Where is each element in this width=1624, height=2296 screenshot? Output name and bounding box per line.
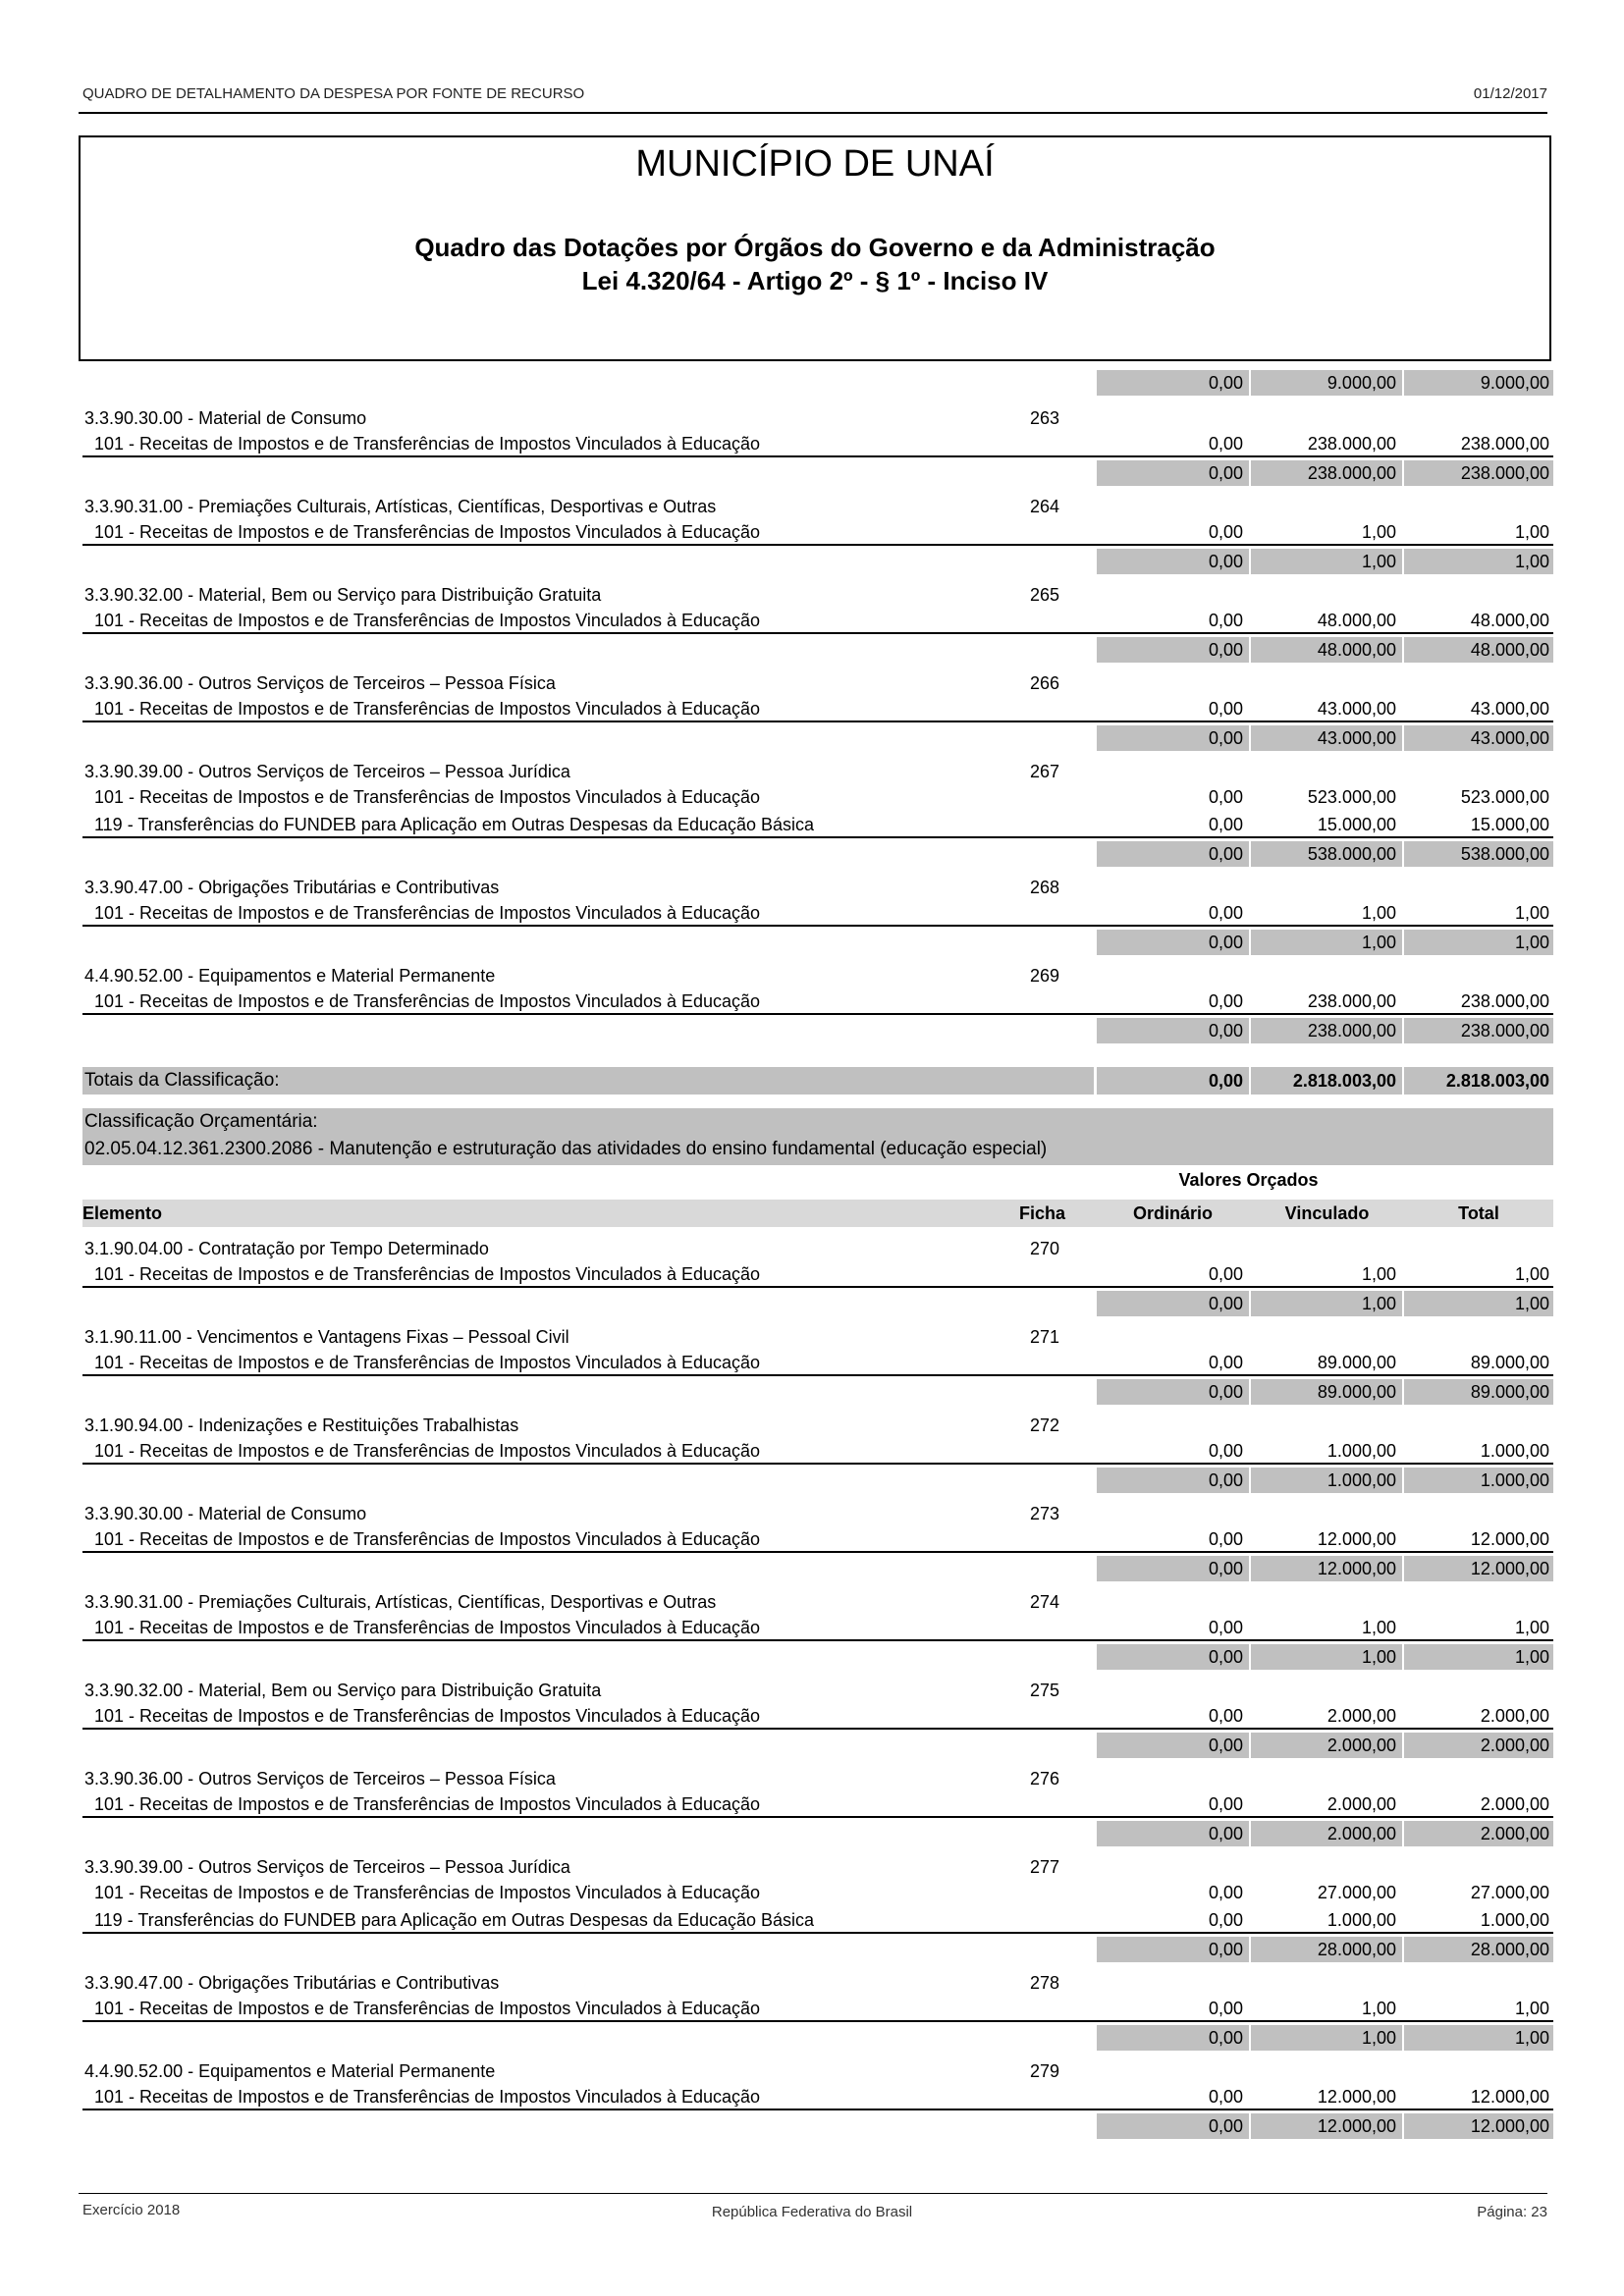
subtotal-divider bbox=[1249, 1937, 1251, 1962]
source-total: 1,00 bbox=[1514, 1618, 1549, 1637]
source-ordinario: 0,00 bbox=[1208, 1529, 1243, 1549]
source-vinculado: 1,00 bbox=[1361, 522, 1396, 542]
subtotal-divider bbox=[1402, 1018, 1404, 1043]
source-vinculado: 2.000,00 bbox=[1326, 1706, 1396, 1726]
subtotal-divider bbox=[1402, 1937, 1404, 1962]
subtotal-total: 238.000,00 bbox=[1460, 1021, 1549, 1041]
subtotal-ordinario: 0,00 bbox=[1208, 1647, 1243, 1667]
element-label: 4.4.90.52.00 - Equipamentos e Material Permanente bbox=[84, 2061, 496, 2081]
subtotal-vinculado: 238.000,00 bbox=[1307, 1021, 1396, 1041]
group-divider bbox=[82, 2109, 1553, 2110]
group-divider bbox=[82, 632, 1553, 634]
source-vinculado: 2.000,00 bbox=[1326, 1794, 1396, 1814]
source-label: 101 - Receitas de Impostos e de Transferências de Impostos Vinculados à Educação bbox=[94, 1264, 761, 1284]
valores-orcados-header: Valores Orçados bbox=[1178, 1170, 1319, 1190]
ficha-number: 275 bbox=[1030, 1681, 1060, 1700]
ficha-number: 269 bbox=[1030, 966, 1060, 986]
totals-vinculado: 2.818.003,00 bbox=[1292, 1071, 1396, 1091]
totals-divider bbox=[1249, 1067, 1251, 1095]
source-vinculado: 12.000,00 bbox=[1317, 2087, 1396, 2107]
subtotal-vinculado: 1,00 bbox=[1361, 933, 1396, 952]
element-label: 3.3.90.32.00 - Material, Bem ou Serviço para Distribuição Gratuita bbox=[84, 585, 602, 605]
source-vinculado: 15.000,00 bbox=[1317, 815, 1396, 834]
group-divider bbox=[82, 1551, 1553, 1553]
source-label: 101 - Receitas de Impostos e de Transferências de Impostos Vinculados à Educação bbox=[94, 434, 761, 454]
element-label: 3.3.90.36.00 - Outros Serviços de Terceiros – Pessoa Física bbox=[84, 1769, 556, 1789]
subtotal-ordinario: 0,00 bbox=[1208, 1294, 1243, 1313]
subtotal-total: 2.000,00 bbox=[1480, 1735, 1549, 1755]
footer-exercise: Exercício 2018 bbox=[82, 2202, 181, 2218]
source-ordinario: 0,00 bbox=[1208, 1618, 1243, 1637]
element-label: 3.3.90.47.00 - Obrigações Tributárias e Contributivas bbox=[84, 878, 500, 897]
source-vinculado: 1.000,00 bbox=[1326, 1910, 1396, 1930]
source-ordinario: 0,00 bbox=[1208, 1441, 1243, 1461]
subtotal-ordinario: 0,00 bbox=[1208, 373, 1243, 393]
subtotal-ordinario: 0,00 bbox=[1208, 1470, 1243, 1490]
source-vinculado: 238.000,00 bbox=[1307, 991, 1396, 1011]
element-label: 3.1.90.94.00 - Indenizações e Restituições Trabalhistas bbox=[84, 1415, 519, 1435]
source-ordinario: 0,00 bbox=[1208, 991, 1243, 1011]
subtotal-ordinario: 0,00 bbox=[1208, 933, 1243, 952]
subtotal-divider bbox=[1249, 1291, 1251, 1316]
ficha-number: 263 bbox=[1030, 408, 1060, 428]
subtotal-total: 1.000,00 bbox=[1480, 1470, 1549, 1490]
subtotal-divider bbox=[1249, 1468, 1251, 1493]
source-vinculado: 1.000,00 bbox=[1326, 1441, 1396, 1461]
footer-page-number: Página: 23 bbox=[1477, 2204, 1547, 2220]
subtotal-divider bbox=[1402, 549, 1404, 574]
source-ordinario: 0,00 bbox=[1208, 787, 1243, 807]
subtotal-vinculado: 2.000,00 bbox=[1326, 1824, 1396, 1843]
source-total: 89.000,00 bbox=[1470, 1353, 1549, 1372]
subtotal-divider bbox=[1402, 1468, 1404, 1493]
ficha-number: 278 bbox=[1030, 1973, 1060, 1993]
ficha-number: 267 bbox=[1030, 762, 1060, 781]
source-ordinario: 0,00 bbox=[1208, 522, 1243, 542]
subtotal-bar bbox=[1097, 549, 1553, 574]
source-label: 101 - Receitas de Impostos e de Transferências de Impostos Vinculados à Educação bbox=[94, 903, 761, 923]
totals-total: 2.818.003,00 bbox=[1445, 1071, 1549, 1091]
subtotal-vinculado: 48.000,00 bbox=[1317, 640, 1396, 660]
source-ordinario: 0,00 bbox=[1208, 611, 1243, 630]
subtotal-divider bbox=[1249, 841, 1251, 867]
subtotal-total: 238.000,00 bbox=[1460, 463, 1549, 483]
element-label: 3.3.90.36.00 - Outros Serviços de Terceiros – Pessoa Física bbox=[84, 673, 556, 693]
ficha-number: 277 bbox=[1030, 1857, 1060, 1877]
group-divider bbox=[82, 1932, 1553, 1934]
subtotal-divider bbox=[1249, 1821, 1251, 1846]
source-label: 101 - Receitas de Impostos e de Transferências de Impostos Vinculados à Educação bbox=[94, 787, 761, 807]
source-total: 1.000,00 bbox=[1480, 1441, 1549, 1461]
source-ordinario: 0,00 bbox=[1208, 434, 1243, 454]
source-ordinario: 0,00 bbox=[1208, 1999, 1243, 2018]
source-ordinario: 0,00 bbox=[1208, 903, 1243, 923]
element-label: 3.1.90.04.00 - Contratação por Tempo Determinado bbox=[84, 1239, 489, 1258]
subtotal-vinculado: 43.000,00 bbox=[1317, 728, 1396, 748]
subtotal-divider bbox=[1249, 2025, 1251, 2051]
subtotal-divider bbox=[1249, 2113, 1251, 2139]
source-total: 27.000,00 bbox=[1470, 1883, 1549, 1902]
subtotal-total: 1,00 bbox=[1514, 933, 1549, 952]
subtotal-divider bbox=[1402, 637, 1404, 663]
element-label: 3.3.90.32.00 - Material, Bem ou Serviço para Distribuição Gratuita bbox=[84, 1681, 602, 1700]
subtotal-divider bbox=[1402, 1291, 1404, 1316]
subtotal-total: 1,00 bbox=[1514, 552, 1549, 571]
subtotal-total: 89.000,00 bbox=[1470, 1382, 1549, 1402]
classification-code: 02.05.04.12.361.2300.2086 - Manutenção e estruturação das atividades do ensino fundamental (educação especial) bbox=[84, 1139, 1048, 1159]
source-ordinario: 0,00 bbox=[1208, 1706, 1243, 1726]
source-total: 43.000,00 bbox=[1470, 699, 1549, 719]
source-total: 523.000,00 bbox=[1460, 787, 1549, 807]
subtotal-ordinario: 0,00 bbox=[1208, 1940, 1243, 1959]
source-total: 238.000,00 bbox=[1460, 991, 1549, 1011]
page-header-date: 01/12/2017 bbox=[1473, 85, 1547, 102]
ficha-number: 268 bbox=[1030, 878, 1060, 897]
source-ordinario: 0,00 bbox=[1208, 1264, 1243, 1284]
group-divider bbox=[82, 1463, 1553, 1465]
subtotal-total: 1,00 bbox=[1514, 1647, 1549, 1667]
subtotal-vinculado: 1,00 bbox=[1361, 1647, 1396, 1667]
group-divider bbox=[82, 2020, 1553, 2022]
subtotal-ordinario: 0,00 bbox=[1208, 640, 1243, 660]
ficha-number: 265 bbox=[1030, 585, 1060, 605]
ficha-number: 271 bbox=[1030, 1327, 1060, 1347]
source-vinculado: 27.000,00 bbox=[1317, 1883, 1396, 1902]
footer-divider bbox=[79, 2193, 1547, 2194]
totals-divider bbox=[1402, 1067, 1404, 1095]
subtotal-ordinario: 0,00 bbox=[1208, 728, 1243, 748]
source-vinculado: 523.000,00 bbox=[1307, 787, 1396, 807]
source-total: 1.000,00 bbox=[1480, 1910, 1549, 1930]
subtotal-divider bbox=[1402, 2113, 1404, 2139]
group-divider bbox=[82, 544, 1553, 546]
group-divider bbox=[82, 1728, 1553, 1730]
source-vinculado: 89.000,00 bbox=[1317, 1353, 1396, 1372]
subtotal-divider bbox=[1402, 1379, 1404, 1405]
subtotal-vinculado: 89.000,00 bbox=[1317, 1382, 1396, 1402]
ficha-number: 266 bbox=[1030, 673, 1060, 693]
subtotal-divider bbox=[1249, 549, 1251, 574]
ficha-number: 279 bbox=[1030, 2061, 1060, 2081]
source-total: 48.000,00 bbox=[1470, 611, 1549, 630]
subtotal-divider bbox=[1402, 1733, 1404, 1758]
subtotal-divider bbox=[1402, 370, 1404, 396]
source-vinculado: 1,00 bbox=[1361, 1999, 1396, 2018]
source-label: 101 - Receitas de Impostos e de Transferências de Impostos Vinculados à Educação bbox=[94, 1706, 761, 1726]
subtotal-divider bbox=[1249, 1379, 1251, 1405]
subtotal-divider bbox=[1402, 2025, 1404, 2051]
subtotal-bar bbox=[1097, 1644, 1553, 1670]
group-divider bbox=[82, 925, 1553, 927]
source-label: 101 - Receitas de Impostos e de Transferências de Impostos Vinculados à Educação bbox=[94, 1529, 761, 1549]
element-label: 3.3.90.47.00 - Obrigações Tributárias e Contributivas bbox=[84, 1973, 500, 1993]
group-divider bbox=[82, 1639, 1553, 1641]
subtotal-vinculado: 538.000,00 bbox=[1307, 844, 1396, 864]
source-label: 119 - Transferências do FUNDEB para Aplicação em Outras Despesas da Educação Básica bbox=[94, 815, 815, 834]
report-subtitle-line2: Lei 4.320/64 - Artigo 2º - § 1º - Inciso IV bbox=[581, 266, 1049, 295]
source-ordinario: 0,00 bbox=[1208, 699, 1243, 719]
subtotal-vinculado: 28.000,00 bbox=[1317, 1940, 1396, 1959]
subtotal-divider bbox=[1249, 637, 1251, 663]
element-label: 3.3.90.39.00 - Outros Serviços de Terceiros – Pessoa Jurídica bbox=[84, 762, 570, 781]
subtotal-divider bbox=[1402, 725, 1404, 751]
ficha-number: 270 bbox=[1030, 1239, 1060, 1258]
source-ordinario: 0,00 bbox=[1208, 1353, 1243, 1372]
subtotal-bar bbox=[1097, 930, 1553, 955]
ficha-number: 273 bbox=[1030, 1504, 1060, 1523]
source-total: 1,00 bbox=[1514, 1999, 1549, 2018]
source-ordinario: 0,00 bbox=[1208, 815, 1243, 834]
source-ordinario: 0,00 bbox=[1208, 1883, 1243, 1902]
subtotal-divider bbox=[1249, 460, 1251, 486]
source-vinculado: 1,00 bbox=[1361, 903, 1396, 923]
source-label: 101 - Receitas de Impostos e de Transferências de Impostos Vinculados à Educação bbox=[94, 1441, 761, 1461]
subtotal-bar bbox=[1097, 1291, 1553, 1316]
source-label: 101 - Receitas de Impostos e de Transferências de Impostos Vinculados à Educação bbox=[94, 1999, 761, 2018]
subtotal-total: 9.000,00 bbox=[1480, 373, 1549, 393]
source-label: 119 - Transferências do FUNDEB para Aplicação em Outras Despesas da Educação Básica bbox=[94, 1910, 815, 1930]
subtotal-divider bbox=[1249, 1644, 1251, 1670]
subtotal-divider bbox=[1249, 930, 1251, 955]
source-vinculado: 48.000,00 bbox=[1317, 611, 1396, 630]
subtotal-ordinario: 0,00 bbox=[1208, 1735, 1243, 1755]
subtotal-ordinario: 0,00 bbox=[1208, 552, 1243, 571]
subtotal-divider bbox=[1249, 1556, 1251, 1581]
subtotal-ordinario: 0,00 bbox=[1208, 1021, 1243, 1041]
subtotal-divider bbox=[1249, 370, 1251, 396]
subtotal-divider bbox=[1402, 841, 1404, 867]
subtotal-vinculado: 1,00 bbox=[1361, 1294, 1396, 1313]
source-label: 101 - Receitas de Impostos e de Transferências de Impostos Vinculados à Educação bbox=[94, 1883, 761, 1902]
subtotal-divider bbox=[1402, 1556, 1404, 1581]
source-total: 12.000,00 bbox=[1470, 1529, 1549, 1549]
page-header-title: QUADRO DE DETALHAMENTO DA DESPESA POR FONTE DE RECURSO bbox=[82, 85, 585, 102]
source-total: 1,00 bbox=[1514, 522, 1549, 542]
subtotal-ordinario: 0,00 bbox=[1208, 463, 1243, 483]
ficha-number: 272 bbox=[1030, 1415, 1060, 1435]
subtotal-ordinario: 0,00 bbox=[1208, 1824, 1243, 1843]
source-total: 1,00 bbox=[1514, 1264, 1549, 1284]
subtotal-total: 538.000,00 bbox=[1460, 844, 1549, 864]
source-ordinario: 0,00 bbox=[1208, 1910, 1243, 1930]
subtotal-ordinario: 0,00 bbox=[1208, 844, 1243, 864]
subtotal-divider bbox=[1402, 930, 1404, 955]
source-vinculado: 43.000,00 bbox=[1317, 699, 1396, 719]
subtotal-total: 48.000,00 bbox=[1470, 640, 1549, 660]
subtotal-total: 2.000,00 bbox=[1480, 1824, 1549, 1843]
subtotal-vinculado: 1,00 bbox=[1361, 552, 1396, 571]
source-vinculado: 238.000,00 bbox=[1307, 434, 1396, 454]
source-vinculado: 12.000,00 bbox=[1317, 1529, 1396, 1549]
source-total: 2.000,00 bbox=[1480, 1794, 1549, 1814]
municipality-title: MUNICÍPIO DE UNAÍ bbox=[635, 143, 995, 185]
element-label: 3.3.90.30.00 - Material de Consumo bbox=[84, 408, 367, 428]
source-label: 101 - Receitas de Impostos e de Transferências de Impostos Vinculados à Educação bbox=[94, 522, 761, 542]
group-divider bbox=[82, 721, 1553, 722]
subtotal-vinculado: 2.000,00 bbox=[1326, 1735, 1396, 1755]
source-total: 238.000,00 bbox=[1460, 434, 1549, 454]
subtotal-divider bbox=[1402, 460, 1404, 486]
footer-republic: República Federativa do Brasil bbox=[711, 2204, 913, 2220]
subtotal-bar bbox=[1097, 2025, 1553, 2051]
group-divider bbox=[82, 1286, 1553, 1288]
subtotal-vinculado: 1.000,00 bbox=[1326, 1470, 1396, 1490]
subtotal-vinculado: 12.000,00 bbox=[1317, 2116, 1396, 2136]
ficha-number: 264 bbox=[1030, 497, 1060, 516]
source-label: 101 - Receitas de Impostos e de Transferências de Impostos Vinculados à Educação bbox=[94, 2087, 761, 2107]
element-label: 3.3.90.39.00 - Outros Serviços de Terceiros – Pessoa Jurídica bbox=[84, 1857, 570, 1877]
source-label: 101 - Receitas de Impostos e de Transferências de Impostos Vinculados à Educação bbox=[94, 991, 761, 1011]
source-ordinario: 0,00 bbox=[1208, 2087, 1243, 2107]
source-label: 101 - Receitas de Impostos e de Transferências de Impostos Vinculados à Educação bbox=[94, 1794, 761, 1814]
report-subtitle-line1: Quadro das Dotações por Órgãos do Governo e da Administração bbox=[414, 233, 1216, 262]
classification-label: Classificação Orçamentária: bbox=[84, 1111, 318, 1132]
source-label: 101 - Receitas de Impostos e de Transferências de Impostos Vinculados à Educação bbox=[94, 1353, 761, 1372]
source-label: 101 - Receitas de Impostos e de Transferências de Impostos Vinculados à Educação bbox=[94, 1618, 761, 1637]
subtotal-total: 1,00 bbox=[1514, 1294, 1549, 1313]
source-label: 101 - Receitas de Impostos e de Transferências de Impostos Vinculados à Educação bbox=[94, 611, 761, 630]
source-total: 15.000,00 bbox=[1470, 815, 1549, 834]
subtotal-ordinario: 0,00 bbox=[1208, 1559, 1243, 1578]
subtotal-ordinario: 0,00 bbox=[1208, 2028, 1243, 2048]
subtotal-vinculado: 238.000,00 bbox=[1307, 463, 1396, 483]
subtotal-total: 43.000,00 bbox=[1470, 728, 1549, 748]
subtotal-total: 12.000,00 bbox=[1470, 1559, 1549, 1578]
subtotal-divider bbox=[1402, 1644, 1404, 1670]
subtotal-vinculado: 12.000,00 bbox=[1317, 1559, 1396, 1578]
subtotal-total: 28.000,00 bbox=[1470, 1940, 1549, 1959]
subtotal-divider bbox=[1402, 1821, 1404, 1846]
element-label: 3.3.90.30.00 - Material de Consumo bbox=[84, 1504, 367, 1523]
source-total: 2.000,00 bbox=[1480, 1706, 1549, 1726]
subtotal-total: 12.000,00 bbox=[1470, 2116, 1549, 2136]
source-ordinario: 0,00 bbox=[1208, 1794, 1243, 1814]
totals-ordinario: 0,00 bbox=[1208, 1071, 1243, 1091]
group-divider bbox=[82, 1013, 1553, 1015]
subtotal-ordinario: 0,00 bbox=[1208, 1382, 1243, 1402]
group-divider bbox=[82, 1374, 1553, 1376]
subtotal-total: 1,00 bbox=[1514, 2028, 1549, 2048]
ficha-number: 274 bbox=[1030, 1592, 1060, 1612]
column-ordinario: Ordinário bbox=[1132, 1203, 1213, 1223]
column-ficha: Ficha bbox=[1019, 1203, 1066, 1223]
column-total: Total bbox=[1458, 1203, 1499, 1223]
group-divider bbox=[82, 836, 1553, 838]
subtotal-divider bbox=[1249, 1733, 1251, 1758]
column-vinculado: Vinculado bbox=[1284, 1203, 1370, 1223]
group-divider bbox=[82, 455, 1553, 457]
subtotal-vinculado: 9.000,00 bbox=[1326, 373, 1396, 393]
source-label: 101 - Receitas de Impostos e de Transferências de Impostos Vinculados à Educação bbox=[94, 699, 761, 719]
column-elemento: Elemento bbox=[82, 1203, 163, 1223]
source-total: 12.000,00 bbox=[1470, 2087, 1549, 2107]
element-label: 4.4.90.52.00 - Equipamentos e Material Permanente bbox=[84, 966, 496, 986]
group-divider bbox=[82, 1816, 1553, 1818]
totals-label: Totais da Classificação: bbox=[84, 1070, 280, 1091]
subtotal-divider bbox=[1249, 1018, 1251, 1043]
ficha-number: 276 bbox=[1030, 1769, 1060, 1789]
subtotal-vinculado: 1,00 bbox=[1361, 2028, 1396, 2048]
element-label: 3.3.90.31.00 - Premiações Culturais, Artísticas, Científicas, Desportivas e Outras bbox=[84, 1592, 717, 1612]
source-total: 1,00 bbox=[1514, 903, 1549, 923]
element-label: 3.3.90.31.00 - Premiações Culturais, Artísticas, Científicas, Desportivas e Outras bbox=[84, 497, 717, 516]
source-vinculado: 1,00 bbox=[1361, 1264, 1396, 1284]
subtotal-divider bbox=[1249, 725, 1251, 751]
source-vinculado: 1,00 bbox=[1361, 1618, 1396, 1637]
subtotal-ordinario: 0,00 bbox=[1208, 2116, 1243, 2136]
element-label: 3.1.90.11.00 - Vencimentos e Vantagens Fixas – Pessoal Civil bbox=[84, 1327, 569, 1347]
